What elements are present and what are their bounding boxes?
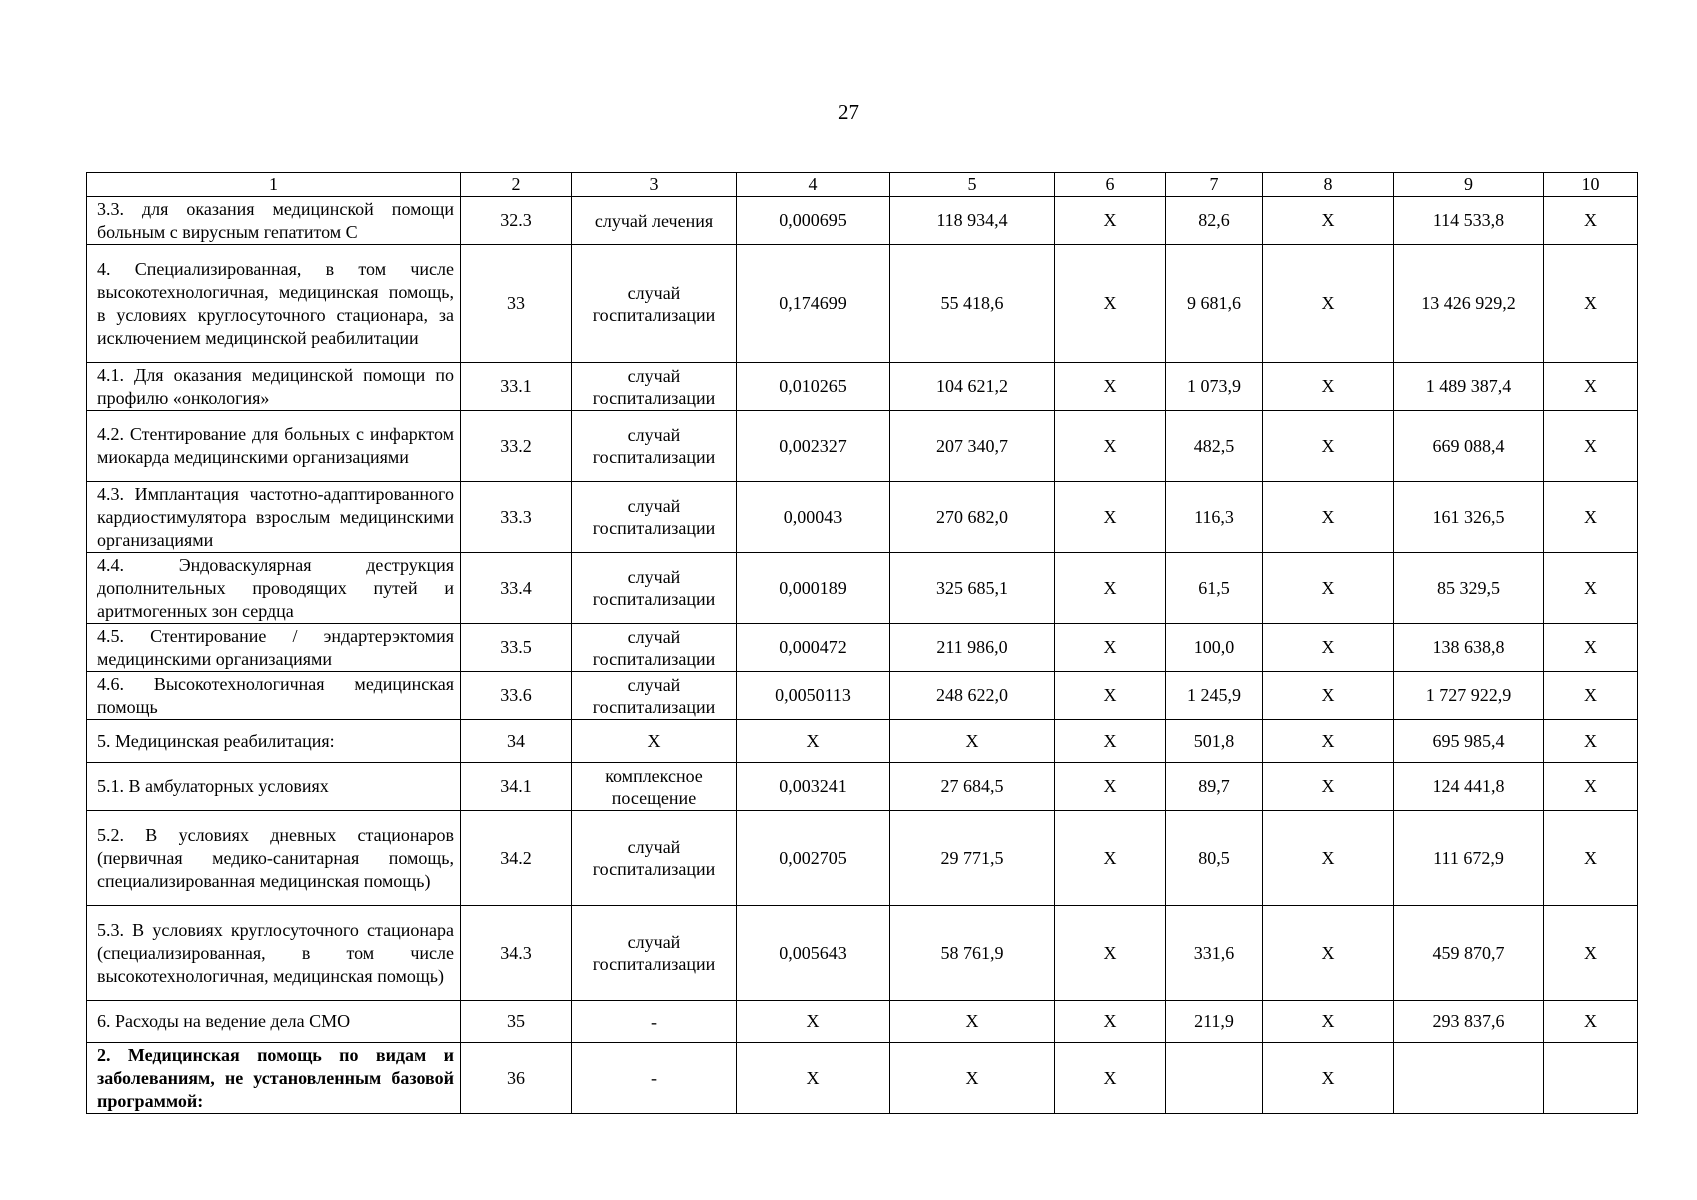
- cell: [1544, 1043, 1638, 1114]
- cell: Х: [1263, 672, 1394, 720]
- table-row: [87, 363, 1638, 411]
- cell: Х: [1055, 720, 1166, 763]
- cell: Х: [1055, 763, 1166, 811]
- cell: 9 681,6: [1166, 245, 1263, 363]
- column-header: 5: [890, 173, 1055, 197]
- cell: Х: [1263, 624, 1394, 672]
- cell: Х: [1544, 363, 1638, 411]
- cell: [1394, 1043, 1544, 1114]
- table-row: [87, 411, 1638, 482]
- row-name: 4.1. Для оказания медицинской помощи по профилю «онкология»: [87, 363, 461, 411]
- row-name: 5.1. В амбулаторных условиях: [87, 763, 461, 811]
- row-unit: случай госпитализации: [572, 624, 737, 672]
- cell: Х: [1544, 672, 1638, 720]
- cell: [1166, 1043, 1263, 1114]
- cell: 0,003241: [737, 763, 890, 811]
- cell: Х: [1055, 1001, 1166, 1043]
- row-name: 5.2. В условиях дневных стационаров (первичная медико-санитарная помощь, специализированная медицинская помощь): [87, 811, 461, 906]
- cell: Х: [1544, 720, 1638, 763]
- cell: 161 326,5: [1394, 482, 1544, 553]
- cell: 459 870,7: [1394, 906, 1544, 1001]
- row-unit: случай госпитализации: [572, 906, 737, 1001]
- row-code: 36: [461, 1043, 572, 1114]
- row-name: 4.5. Стентирование / эндартерэктомия медицинскими организациями: [87, 624, 461, 672]
- cell: Х: [1055, 245, 1166, 363]
- table-row: [87, 906, 1638, 1001]
- table-row: [87, 1043, 1638, 1114]
- cell: Х: [1055, 672, 1166, 720]
- cell: 248 622,0: [890, 672, 1055, 720]
- table-row: [87, 811, 1638, 906]
- row-code: 33.6: [461, 672, 572, 720]
- table-row: [87, 1001, 1638, 1043]
- column-header: 6: [1055, 173, 1166, 197]
- cell: Х: [1544, 906, 1638, 1001]
- cell: Х: [1544, 763, 1638, 811]
- cell: 58 761,9: [890, 906, 1055, 1001]
- cell: 331,6: [1166, 906, 1263, 1001]
- cell: 55 418,6: [890, 245, 1055, 363]
- cell: 0,005643: [737, 906, 890, 1001]
- cell: Х: [1055, 197, 1166, 245]
- column-header: 10: [1544, 173, 1638, 197]
- column-header: 4: [737, 173, 890, 197]
- cell: 1 489 387,4: [1394, 363, 1544, 411]
- table-row: [87, 624, 1638, 672]
- cell: Х: [1263, 1001, 1394, 1043]
- cell: 85 329,5: [1394, 553, 1544, 624]
- column-header: 7: [1166, 173, 1263, 197]
- cell: Х: [1055, 411, 1166, 482]
- row-unit: -: [572, 1001, 737, 1043]
- cell: 0,0050113: [737, 672, 890, 720]
- row-name: 4.6. Высокотехнологичная медицинская помощь: [87, 672, 461, 720]
- column-header: 1: [87, 173, 461, 197]
- row-unit: случай госпитализации: [572, 245, 737, 363]
- cell: 695 985,4: [1394, 720, 1544, 763]
- cell: Х: [1544, 1001, 1638, 1043]
- cell: 293 837,6: [1394, 1001, 1544, 1043]
- cell: 0,002705: [737, 811, 890, 906]
- row-unit: случай госпитализации: [572, 411, 737, 482]
- cell: Х: [1263, 482, 1394, 553]
- cell: 111 672,9: [1394, 811, 1544, 906]
- row-code: 35: [461, 1001, 572, 1043]
- row-code: 33.4: [461, 553, 572, 624]
- column-header: 9: [1394, 173, 1544, 197]
- row-name: 3.3. для оказания медицинской помощи больным с вирусным гепатитом С: [87, 197, 461, 245]
- cell: 0,002327: [737, 411, 890, 482]
- cell: Х: [1263, 763, 1394, 811]
- row-name: 5.3. В условиях круглосуточного стационара (специализированная, в том числе высокотехнологичная, медицинская помощь): [87, 906, 461, 1001]
- cell: 80,5: [1166, 811, 1263, 906]
- cell: Х: [890, 720, 1055, 763]
- row-code: 33.2: [461, 411, 572, 482]
- cell: 0,00043: [737, 482, 890, 553]
- cell: 114 533,8: [1394, 197, 1544, 245]
- cell: 207 340,7: [890, 411, 1055, 482]
- table-row: [87, 720, 1638, 763]
- row-code: 34: [461, 720, 572, 763]
- cell: Х: [1544, 624, 1638, 672]
- row-unit: случай лечения: [572, 197, 737, 245]
- cell: 0,010265: [737, 363, 890, 411]
- cell: Х: [1544, 245, 1638, 363]
- cell: Х: [1055, 553, 1166, 624]
- table-row: [87, 197, 1638, 245]
- cell: 501,8: [1166, 720, 1263, 763]
- table-row: [87, 672, 1638, 720]
- row-code: 33.5: [461, 624, 572, 672]
- row-code: 33.1: [461, 363, 572, 411]
- cell: Х: [1263, 553, 1394, 624]
- cell: Х: [1263, 811, 1394, 906]
- row-name: 4.3. Имплантация частотно-адаптированного кардиостимулятора взрослым медицинскими организациями: [87, 482, 461, 553]
- cell: 482,5: [1166, 411, 1263, 482]
- cell: Х: [1544, 482, 1638, 553]
- cell: Х: [1055, 1043, 1166, 1114]
- cell: 116,3: [1166, 482, 1263, 553]
- cell: Х: [1544, 553, 1638, 624]
- column-header: 2: [461, 173, 572, 197]
- row-name: 4.4. Эндоваскулярная деструкция дополнительных проводящих путей и аритмогенных зон сердца: [87, 553, 461, 624]
- cell: 1 727 922,9: [1394, 672, 1544, 720]
- table-row: [87, 763, 1638, 811]
- row-name: 2. Медицинская помощь по видам и заболеваниям, не установленным базовой программой:: [87, 1043, 461, 1114]
- cell: 669 088,4: [1394, 411, 1544, 482]
- row-code: 34.1: [461, 763, 572, 811]
- cell: 82,6: [1166, 197, 1263, 245]
- row-name: 6. Расходы на ведение дела СМО: [87, 1001, 461, 1043]
- cell: Х: [1055, 482, 1166, 553]
- cell: 270 682,0: [890, 482, 1055, 553]
- table-row: [87, 245, 1638, 363]
- row-name: 4.2. Стентирование для больных с инфарктом миокарда медицинскими организациями: [87, 411, 461, 482]
- row-unit: -: [572, 1043, 737, 1114]
- cell: Х: [890, 1043, 1055, 1114]
- cell: Х: [1263, 720, 1394, 763]
- column-numbers-row: [87, 173, 1638, 197]
- cell: 0,000695: [737, 197, 890, 245]
- row-unit: случай госпитализации: [572, 363, 737, 411]
- cell: Х: [1263, 1043, 1394, 1114]
- row-code: 32.3: [461, 197, 572, 245]
- cell: 0,174699: [737, 245, 890, 363]
- cell: 0,000189: [737, 553, 890, 624]
- column-header: 8: [1263, 173, 1394, 197]
- cell: 211,9: [1166, 1001, 1263, 1043]
- cell: Х: [1055, 906, 1166, 1001]
- cell: 61,5: [1166, 553, 1263, 624]
- cell: 13 426 929,2: [1394, 245, 1544, 363]
- cell: Х: [1263, 245, 1394, 363]
- cell: 325 685,1: [890, 553, 1055, 624]
- cell: Х: [1263, 197, 1394, 245]
- cell: 0,000472: [737, 624, 890, 672]
- cell: Х: [737, 1001, 890, 1043]
- cell: 124 441,8: [1394, 763, 1544, 811]
- cell: Х: [1055, 811, 1166, 906]
- cell: Х: [737, 720, 890, 763]
- row-code: 34.2: [461, 811, 572, 906]
- cell: Х: [1544, 411, 1638, 482]
- row-unit: Х: [572, 720, 737, 763]
- cell: 1 073,9: [1166, 363, 1263, 411]
- cell: 100,0: [1166, 624, 1263, 672]
- data-table: [86, 172, 1638, 1114]
- row-unit: случай госпитализации: [572, 811, 737, 906]
- row-name: 5. Медицинская реабилитация:: [87, 720, 461, 763]
- row-unit: случай госпитализации: [572, 672, 737, 720]
- row-code: 33.3: [461, 482, 572, 553]
- cell: 29 771,5: [890, 811, 1055, 906]
- row-unit: случай госпитализации: [572, 482, 737, 553]
- cell: Х: [1544, 197, 1638, 245]
- cell: 118 934,4: [890, 197, 1055, 245]
- cell: 27 684,5: [890, 763, 1055, 811]
- cell: Х: [1055, 363, 1166, 411]
- page-number: 27: [838, 100, 859, 124]
- table-row: [87, 553, 1638, 624]
- cell: 138 638,8: [1394, 624, 1544, 672]
- cell: 104 621,2: [890, 363, 1055, 411]
- row-unit: случай госпитализации: [572, 553, 737, 624]
- row-code: 34.3: [461, 906, 572, 1001]
- cell: 89,7: [1166, 763, 1263, 811]
- cell: Х: [1263, 363, 1394, 411]
- row-unit: комплексное посещение: [572, 763, 737, 811]
- column-header: 3: [572, 173, 737, 197]
- cell: 1 245,9: [1166, 672, 1263, 720]
- cell: Х: [1055, 624, 1166, 672]
- cell: 211 986,0: [890, 624, 1055, 672]
- table-row: [87, 482, 1638, 553]
- row-name: 4. Специализированная, в том числе высокотехнологичная, медицинская помощь, в условиях круглосуточного стационара, за исключением медицинской реабилитации: [87, 245, 461, 363]
- cell: Х: [737, 1043, 890, 1114]
- cell: Х: [1263, 906, 1394, 1001]
- cell: Х: [890, 1001, 1055, 1043]
- cell: Х: [1544, 811, 1638, 906]
- cell: Х: [1263, 411, 1394, 482]
- row-code: 33: [461, 245, 572, 363]
